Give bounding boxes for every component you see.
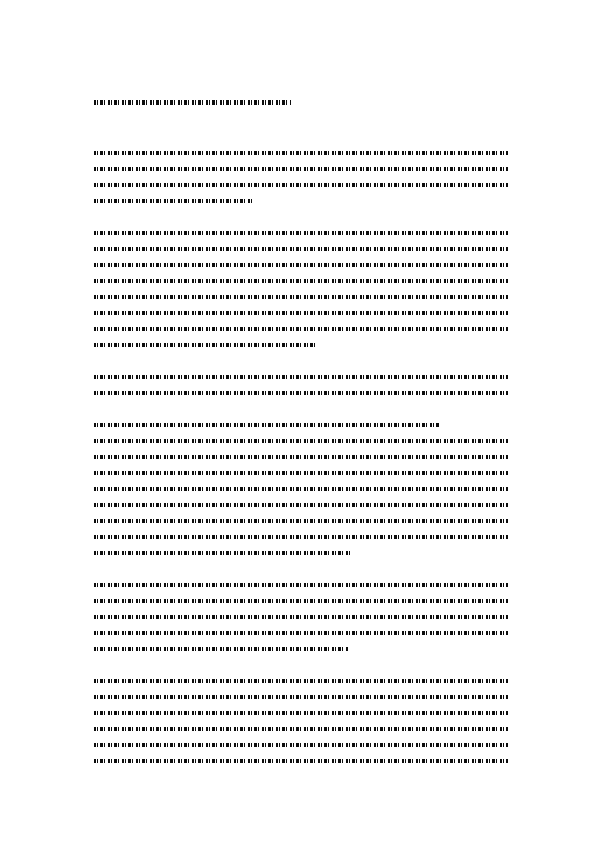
paragraph-line <box>94 599 508 603</box>
paragraph-line <box>94 167 508 171</box>
paragraph-line <box>94 439 508 443</box>
paragraph-line <box>94 151 508 155</box>
paragraph-line <box>94 199 254 203</box>
paragraph-line <box>94 455 508 459</box>
paragraph-line <box>94 423 440 427</box>
paragraph-line <box>94 343 316 347</box>
paragraph-line <box>94 695 508 699</box>
paragraph-line <box>94 231 508 235</box>
paragraph-line <box>94 727 508 731</box>
paragraph-line <box>94 375 508 379</box>
paragraph-line <box>94 327 508 331</box>
paragraph-line <box>94 615 508 619</box>
paragraph-line <box>94 519 508 523</box>
paragraph-line <box>94 183 508 187</box>
document-title <box>94 100 291 105</box>
paragraph-line <box>94 647 348 651</box>
paragraph-line <box>94 711 508 715</box>
paragraph-line <box>94 247 508 251</box>
paragraph-line <box>94 263 508 267</box>
paragraph-line <box>94 503 508 507</box>
paragraph-line <box>94 535 508 539</box>
paragraph-line <box>94 759 508 763</box>
paragraph-line <box>94 279 508 283</box>
paragraph-line <box>94 743 508 747</box>
paragraph-line <box>94 471 508 475</box>
paragraph-line <box>94 551 350 555</box>
paragraph-line <box>94 583 508 587</box>
paragraph-line <box>94 487 508 491</box>
paragraph-line <box>94 631 508 635</box>
paragraph-line <box>94 679 508 683</box>
paragraph-line <box>94 391 508 395</box>
paragraph-line <box>94 311 508 315</box>
paragraph-line <box>94 295 508 299</box>
